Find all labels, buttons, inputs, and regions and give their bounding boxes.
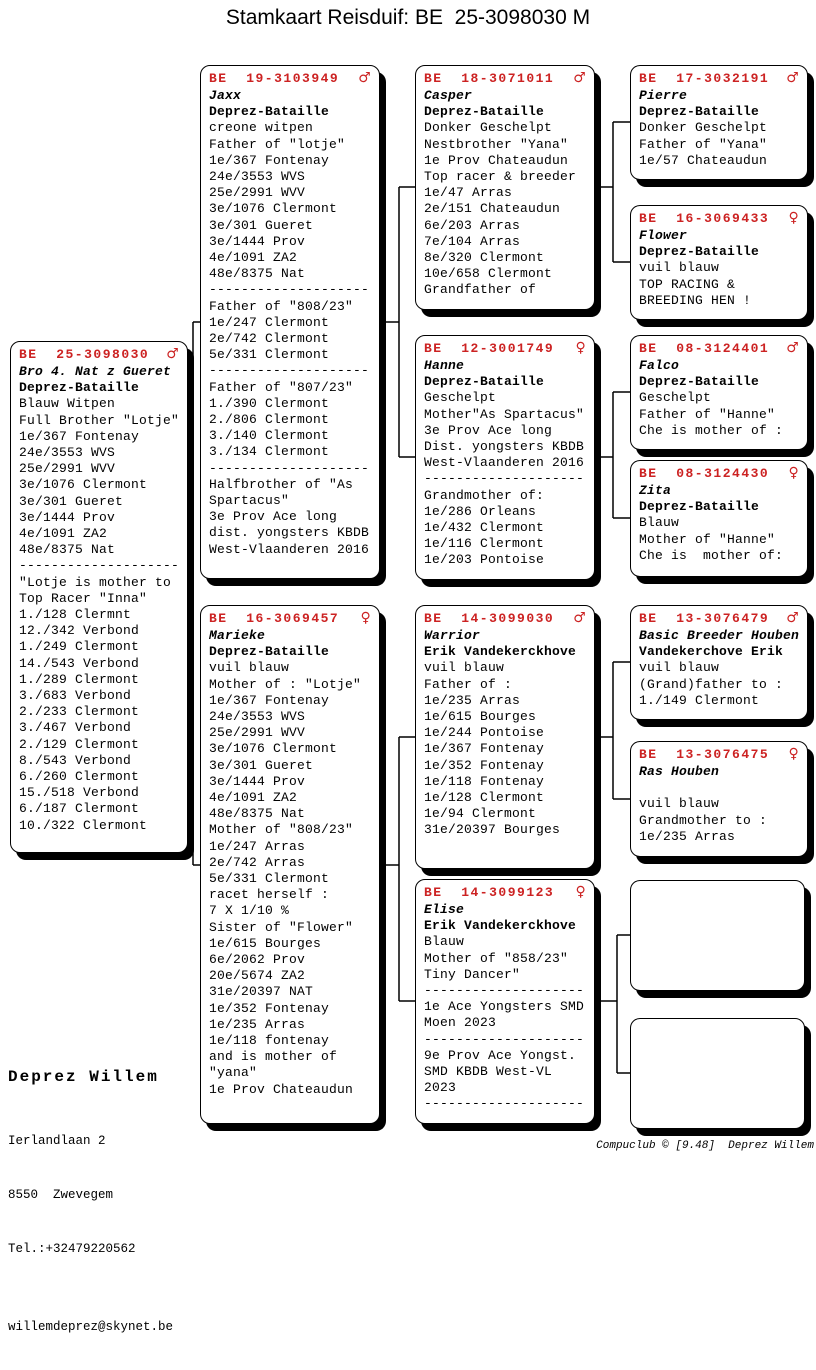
pedigree-line: 6e/203 Arras xyxy=(424,217,521,233)
female-icon: ♀ xyxy=(788,210,799,226)
owner-name: Deprez-Bataille xyxy=(639,374,760,390)
pedigree-line: "Lotje is mother to xyxy=(19,574,172,590)
page-title: Stamkaart Reisduif: BE 25-3098030 M xyxy=(225,6,591,29)
pigeon-name: Hanne xyxy=(424,358,465,373)
pedigree-line: 1e/286 Orleans xyxy=(424,503,537,519)
pedigree-line: 48e/8375 Nat xyxy=(209,806,306,822)
pigeon-name: Jaxx xyxy=(209,88,242,103)
ring-number: BE 19-3103949 xyxy=(209,71,340,86)
pedigree-line: Sister of "Flower" xyxy=(209,919,354,935)
owner-name: Deprez-Bataille xyxy=(639,499,760,515)
pedigree-line: 1e/352 Fontenay xyxy=(209,1000,330,1016)
pedigree-line: 10e/658 Clermont xyxy=(424,266,553,282)
pedigree-line: 2e/742 Arras xyxy=(209,854,306,870)
pedigree-line: Geschelpt xyxy=(424,390,497,406)
pedigree-line: Father of "808/23" xyxy=(209,298,354,314)
pedigree-line: and is mother of xyxy=(209,1049,338,1065)
pedigree-line: 1./249 Clermont xyxy=(19,639,140,655)
owner-name: Deprez-Bataille xyxy=(19,380,140,396)
pedigree-line: 1e/367 Fontenay xyxy=(209,692,330,708)
female-icon: ♀ xyxy=(788,746,799,762)
pedigree-line: 1./128 Clermnt xyxy=(19,607,132,623)
pedigree-box-empty2 xyxy=(630,1018,805,1129)
pedigree-line: 48e/8375 Nat xyxy=(19,542,116,558)
pedigree-line: 1e Prov Chateaudun xyxy=(424,152,569,168)
pedigree-line: Geschelpt xyxy=(639,390,712,406)
female-icon: ♀ xyxy=(575,884,586,900)
pedigree-line: 3e/301 Gueret xyxy=(209,757,314,773)
pedigree-line: vuil blauw xyxy=(209,660,290,676)
pedigree-line: 1e/367 Fontenay xyxy=(209,152,330,168)
pedigree-line: Grandmother of: xyxy=(424,487,545,503)
pedigree-line: 2./233 Clermont xyxy=(19,704,140,720)
pedigree-line: 48e/8375 Nat xyxy=(209,266,306,282)
pedigree-line: BREEDING HEN ! xyxy=(639,292,752,308)
pedigree-line: 1e/116 Clermont xyxy=(424,536,545,552)
owner-name xyxy=(639,780,799,796)
pedigree-line: "yana" xyxy=(209,1065,258,1081)
ring-number: BE 13-3076479 xyxy=(639,611,770,626)
pedigree-line: 1e/367 Fontenay xyxy=(19,428,140,444)
male-icon: ♂ xyxy=(166,346,179,362)
pedigree-line: Dist. yongsters KBDB xyxy=(424,439,585,455)
male-icon: ♂ xyxy=(573,70,586,86)
pedigree-line: Top Racer "Inna" xyxy=(19,590,148,606)
pedigree-line: 24e/3553 WVS xyxy=(209,709,306,725)
pedigree-line: Nestbrother "Yana" xyxy=(424,136,569,152)
pedigree-line: 8./543 Verbond xyxy=(19,752,132,768)
pedigree-line: -------------------- xyxy=(209,363,370,379)
pedigree-line: vuil blauw xyxy=(424,660,505,676)
pigeon-name: Flower xyxy=(639,228,688,243)
pedigree-line: 25e/2991 WVV xyxy=(209,725,306,741)
pigeon-name: Pierre xyxy=(639,88,688,103)
pedigree-line: 1e/247 Arras xyxy=(209,838,306,854)
pedigree-box-warrior xyxy=(415,605,595,869)
pedigree-line: 1./390 Clermont xyxy=(209,395,330,411)
pedigree-box-subject xyxy=(10,341,188,853)
pedigree-line: Che is mother of: xyxy=(639,547,784,563)
pedigree-line: 1e Ace Yongsters SMD xyxy=(424,999,585,1015)
pedigree-line: (Grand)father to : xyxy=(639,676,784,692)
female-icon: ♀ xyxy=(575,340,586,356)
male-icon: ♂ xyxy=(358,70,371,86)
pedigree-line: 2e/742 Clermont xyxy=(209,331,330,347)
pedigree-line: 3e/1444 Prov xyxy=(209,233,306,249)
pedigree-line: Blauw Witpen xyxy=(19,396,116,412)
owner-block xyxy=(8,1032,173,1370)
pedigree-line: 2023 xyxy=(424,1080,457,1096)
owner-name: Erik Vandekerckhove xyxy=(424,918,577,934)
pedigree-line: 1e/615 Bourges xyxy=(209,935,322,951)
pigeon-name: Warrior xyxy=(424,628,481,643)
owner-name: Deprez Willem xyxy=(8,1068,159,1086)
pedigree-line: 1e/118 fontenay xyxy=(209,1033,330,1049)
pedigree-line: 9e Prov Ace Yongst. xyxy=(424,1047,577,1063)
pigeon-name: Ras Houben xyxy=(639,764,720,779)
pedigree-line: 5e/331 Clermont xyxy=(209,347,330,363)
pedigree-box-flower xyxy=(630,205,808,320)
ring-number: BE 12-3001749 xyxy=(424,341,555,356)
ring-number: BE 25-3098030 xyxy=(19,347,150,362)
pedigree-line: Full Brother "Lotje" xyxy=(19,412,180,428)
pedigree-line: 25e/2991 WVV xyxy=(19,461,116,477)
owner-name: Deprez-Bataille xyxy=(424,374,545,390)
pedigree-line: Father of "807/23" xyxy=(209,379,354,395)
software-credit: Compuclub © [9.48] Deprez Willem xyxy=(596,1140,814,1152)
pedigree-line: 1./289 Clermont xyxy=(19,671,140,687)
pedigree-line: 1e/367 Fontenay xyxy=(424,741,545,757)
owner-name: Deprez-Bataille xyxy=(424,104,545,120)
pedigree-line: 24e/3553 WVS xyxy=(19,445,116,461)
pedigree-line: 4e/1091 ZA2 xyxy=(209,250,298,266)
ring-number: BE 08-3124430 xyxy=(639,466,770,481)
pedigree-line: 1e/247 Clermont xyxy=(209,314,330,330)
pedigree-box-elise xyxy=(415,879,595,1124)
pedigree-line: 8e/320 Clermont xyxy=(424,250,545,266)
pedigree-line: 3./134 Clermont xyxy=(209,444,330,460)
pedigree-box-empty1 xyxy=(630,880,805,991)
pedigree-line: Che is mother of : xyxy=(639,422,784,438)
pedigree-line: Mother of : "Lotje" xyxy=(209,676,362,692)
pedigree-box-casper xyxy=(415,65,595,310)
pedigree-line: 2e/151 Chateaudun xyxy=(424,201,561,217)
pedigree-line: 1e/432 Clermont xyxy=(424,520,545,536)
pedigree-box-basic xyxy=(630,605,808,720)
pedigree-line: 24e/3553 WVS xyxy=(209,169,306,185)
pedigree-line: vuil blauw xyxy=(639,660,720,676)
pedigree-line: 1e/57 Chateaudun xyxy=(639,152,768,168)
pedigree-line: 3e Prov Ace long xyxy=(424,422,553,438)
pedigree-line: 1e Prov Chateaudun xyxy=(209,1081,354,1097)
pedigree-line: 3e Prov Ace long xyxy=(209,509,338,525)
ring-number: BE 08-3124401 xyxy=(639,341,770,356)
pedigree-line: dist. yongsters KBDB xyxy=(209,525,370,541)
pedigree-line: 1e/47 Arras xyxy=(424,185,513,201)
pedigree-line: -------------------- xyxy=(424,1096,585,1112)
pedigree-line: Blauw xyxy=(639,515,680,531)
pedigree-line: 6./260 Clermont xyxy=(19,769,140,785)
owner-name: Vandekerchove Erik xyxy=(639,644,784,660)
pedigree-line: Mother of "Hanne" xyxy=(639,531,776,547)
pedigree-box-ras xyxy=(630,741,808,857)
pigeon-name: Basic Breeder Houben xyxy=(639,628,800,643)
ring-number: BE 18-3071011 xyxy=(424,71,555,86)
pedigree-line: -------------------- xyxy=(19,558,180,574)
pedigree-line: Top racer & breeder xyxy=(424,169,577,185)
pedigree-line: Mother of "858/23" xyxy=(424,950,569,966)
pedigree-line: vuil blauw xyxy=(639,796,720,812)
pigeon-name: Elise xyxy=(424,902,465,917)
pedigree-line: 2./806 Clermont xyxy=(209,412,330,428)
pedigree-line: Grandfather of xyxy=(424,282,537,298)
pedigree-line: West-Vlaanderen 2016 xyxy=(209,541,370,557)
pedigree-line: 3e/1444 Prov xyxy=(209,773,306,789)
pedigree-line: 1e/352 Fontenay xyxy=(424,757,545,773)
pedigree-line: 3e/1076 Clermont xyxy=(209,741,338,757)
pedigree-line: -------------------- xyxy=(424,471,585,487)
pedigree-line: Blauw xyxy=(424,934,465,950)
owner-name: Deprez-Bataille xyxy=(639,104,760,120)
pedigree-box-zita xyxy=(630,460,808,577)
pedigree-line: Father of "Yana" xyxy=(639,136,768,152)
pedigree-box-pierre xyxy=(630,65,808,180)
pedigree-box-jaxx xyxy=(200,65,380,579)
pedigree-line: 1e/615 Bourges xyxy=(424,709,537,725)
pedigree-line: -------------------- xyxy=(424,1031,585,1047)
pedigree-line: Father of "lotje" xyxy=(209,136,346,152)
pigeon-name: Marieke xyxy=(209,628,266,643)
pedigree-line: Donker Geschelpt xyxy=(639,120,768,136)
pedigree-line: 1e/203 Pontoise xyxy=(424,552,545,568)
pedigree-line: 4e/1091 ZA2 xyxy=(209,790,298,806)
male-icon: ♂ xyxy=(786,610,799,626)
pedigree-line: 1e/235 Arras xyxy=(424,692,521,708)
pedigree-line: -------------------- xyxy=(424,983,585,999)
pedigree-line: Moen 2023 xyxy=(424,1015,497,1031)
pedigree-line: 1e/244 Pontoise xyxy=(424,725,545,741)
pedigree-line: Halfbrother of "As xyxy=(209,476,354,492)
pedigree-box-falco xyxy=(630,335,808,450)
pedigree-line: racet herself : xyxy=(209,887,330,903)
pedigree-line: Mother"As Spartacus" xyxy=(424,406,585,422)
pedigree-line: 7e/104 Arras xyxy=(424,233,521,249)
pedigree-line: 1e/94 Clermont xyxy=(424,806,537,822)
pedigree-line: Father of : xyxy=(424,676,513,692)
owner-email: willemdeprez@skynet.be xyxy=(8,1320,174,1334)
pedigree-box-hanne xyxy=(415,335,595,580)
ring-number: BE 16-3069457 xyxy=(209,611,340,626)
owner-phone: Tel.:+32479220562 xyxy=(8,1242,136,1256)
male-icon: ♂ xyxy=(573,610,586,626)
pedigree-line: -------------------- xyxy=(209,460,370,476)
female-icon: ♀ xyxy=(788,465,799,481)
pedigree-line: 1e/128 Clermont xyxy=(424,790,545,806)
pigeon-name: Falco xyxy=(639,358,680,373)
ring-number: BE 16-3069433 xyxy=(639,211,770,226)
pedigree-line: 2./129 Clermont xyxy=(19,736,140,752)
pedigree-line: 1./149 Clermont xyxy=(639,692,760,708)
pedigree-line: creone witpen xyxy=(209,120,314,136)
pigeon-name: Casper xyxy=(424,88,473,103)
pedigree-line: 15./518 Verbond xyxy=(19,785,140,801)
pedigree-line: Tiny Dancer" xyxy=(424,966,521,982)
ring-number: BE 17-3032191 xyxy=(639,71,770,86)
pedigree-line: 7 X 1/10 % xyxy=(209,903,290,919)
pedigree-line: Donker Geschelpt xyxy=(424,120,553,136)
pedigree-line: Spartacus" xyxy=(209,493,290,509)
pedigree-line: TOP RACING & xyxy=(639,276,736,292)
pedigree-line: 3e/1444 Prov xyxy=(19,509,116,525)
pedigree-line: 31e/20397 NAT xyxy=(209,984,314,1000)
pedigree-line: Father of "Hanne" xyxy=(639,406,776,422)
pedigree-line: 3e/1076 Clermont xyxy=(19,477,148,493)
owner-address-line1: Ierlandlaan 2 xyxy=(8,1134,106,1148)
pedigree-line: 25e/2991 WVV xyxy=(209,185,306,201)
pedigree-line: 4e/1091 ZA2 xyxy=(19,526,108,542)
pedigree-box-marieke xyxy=(200,605,380,1124)
owner-address-line2: 8550 Zwevegem xyxy=(8,1188,114,1202)
male-icon: ♂ xyxy=(786,70,799,86)
pedigree-line: 3./140 Clermont xyxy=(209,428,330,444)
pedigree-line: vuil blauw xyxy=(639,260,720,276)
pedigree-line: 14./543 Verbond xyxy=(19,655,140,671)
pigeon-name: Bro 4. Nat z Gueret xyxy=(19,364,172,379)
pedigree-line: 12./342 Verbond xyxy=(19,623,140,639)
pedigree-line: 5e/331 Clermont xyxy=(209,871,330,887)
pedigree-line: 20e/5674 ZA2 xyxy=(209,968,306,984)
pedigree-line: 3e/301 Gueret xyxy=(19,493,124,509)
owner-name: Deprez-Bataille xyxy=(209,104,330,120)
ring-number: BE 14-3099030 xyxy=(424,611,555,626)
pedigree-line: West-Vlaanderen 2016 xyxy=(424,455,585,471)
pedigree-line: 1e/118 Fontenay xyxy=(424,773,545,789)
owner-name: Deprez-Bataille xyxy=(639,244,760,260)
pedigree-line: 3./683 Verbond xyxy=(19,688,132,704)
ring-number: BE 13-3076475 xyxy=(639,747,770,762)
pedigree-line: 10./322 Clermont xyxy=(19,817,148,833)
pedigree-line: 3e/301 Gueret xyxy=(209,217,314,233)
pedigree-line: Mother of "808/23" xyxy=(209,822,354,838)
pedigree-line: 31e/20397 Bourges xyxy=(424,822,561,838)
pedigree-line: 6./187 Clermont xyxy=(19,801,140,817)
pedigree-line: Grandmother to : xyxy=(639,812,768,828)
female-icon: ♀ xyxy=(360,610,371,626)
pedigree-line: 6e/2062 Prov xyxy=(209,952,306,968)
owner-name: Deprez-Bataille xyxy=(209,644,330,660)
pedigree-line: 3./467 Verbond xyxy=(19,720,132,736)
pedigree-line: SMD KBDB West-VL xyxy=(424,1064,553,1080)
pedigree-line: 1e/235 Arras xyxy=(639,828,736,844)
pedigree-line: 3e/1076 Clermont xyxy=(209,201,338,217)
owner-name: Erik Vandekerckhove xyxy=(424,644,577,660)
ring-number: BE 14-3099123 xyxy=(424,885,555,900)
pedigree-line: -------------------- xyxy=(209,282,370,298)
pedigree-line: 1e/235 Arras xyxy=(209,1016,306,1032)
pigeon-name: Zita xyxy=(639,483,672,498)
male-icon: ♂ xyxy=(786,340,799,356)
